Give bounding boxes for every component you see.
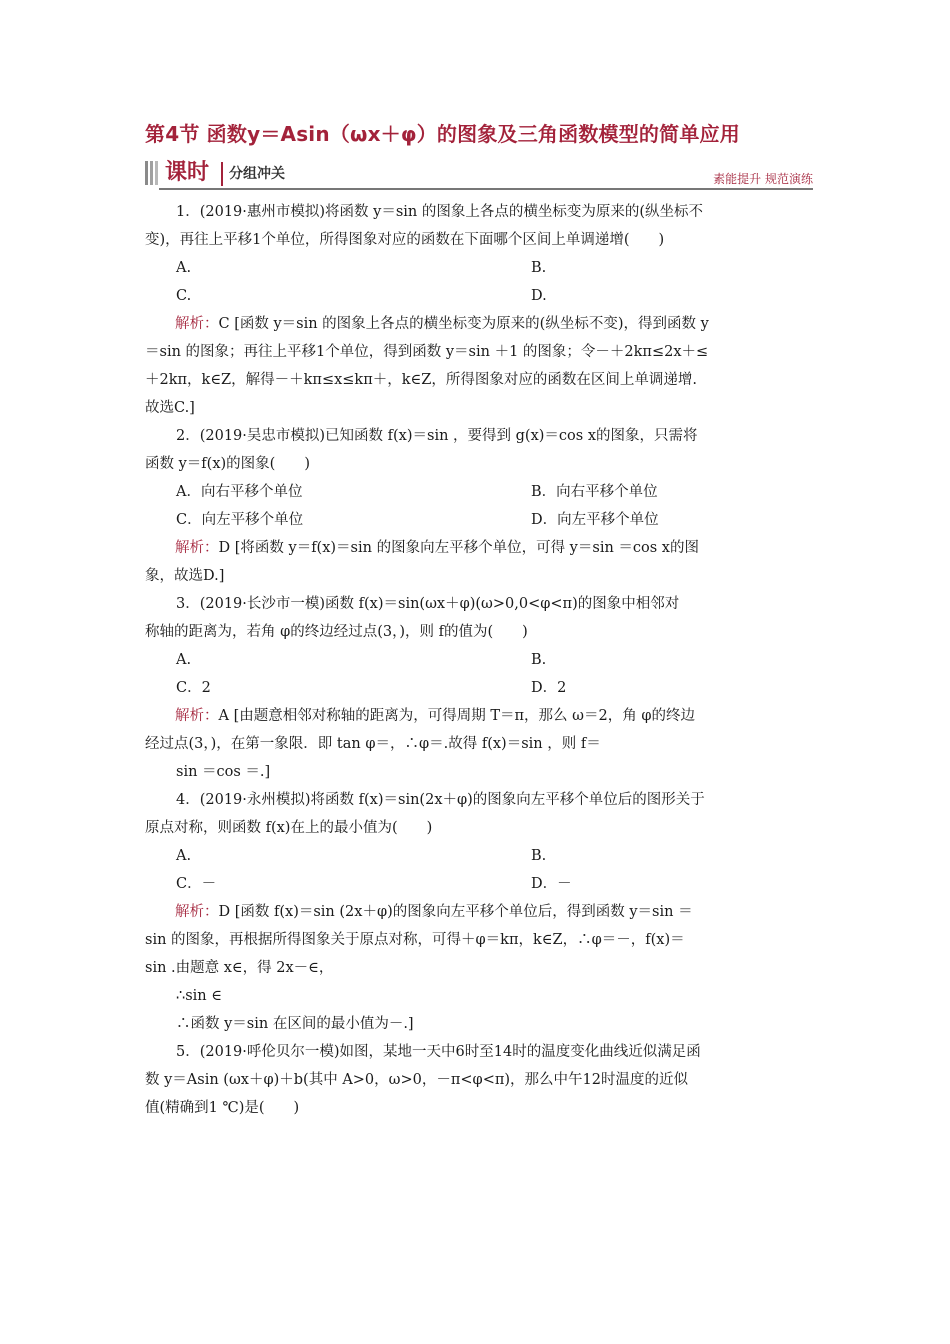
q2-option-c: C．向左平移个单位 <box>176 512 304 528</box>
q4-solution-line: sin 的图象，再根据所得图象关于原点对称，可得＋φ＝kπ，k∈Z，∴φ＝－，f(x)＝ <box>145 932 685 948</box>
q1-option-a: A. <box>176 260 192 276</box>
lesson-banner <box>145 158 813 190</box>
q2-option-a: A．向右平移个单位 <box>176 484 303 500</box>
q1-solution-line: 故选C.] <box>145 400 195 416</box>
q4-stem-line: 4．(2019·永州模拟)将函数 f(x)＝sin(2x＋φ)的图象向左平移个单位后的图形关于 <box>176 792 705 808</box>
q5-stem-line: 值(精确到1 ℃)是( ) <box>145 1100 300 1116</box>
q4-options-row <box>145 870 813 898</box>
q2-stem-line: 函数 y＝f(x)的图象( ) <box>145 456 310 472</box>
q4-option-c: C．－ <box>176 876 217 892</box>
q2-options-row <box>145 478 813 506</box>
banner-right-label: 素能提升 规范演练 <box>713 172 813 186</box>
q1-solution-line: ＋2kπ，k∈Z，解得－＋kπ≤x≤kπ＋，k∈Z，所得图象对应的函数在区间上单调递增. <box>145 372 697 388</box>
q2-options-row <box>145 506 813 534</box>
q4-solution-line: ∴sin ∈ <box>176 988 222 1004</box>
q3-stem-line: 称轴的距离为，若角 φ的终边经过点(3，)，则 f的值为( ) <box>145 624 528 640</box>
q3-stem-line: 3．(2019·长沙市一模)函数 f(x)＝sin(ωx＋φ)(ω>0,0<φ<π)的图象中相邻对 <box>176 596 680 612</box>
q3-options-row <box>145 646 813 674</box>
q3-option-c: C．2 <box>176 680 211 696</box>
q3-option-d: D．2 <box>531 680 567 696</box>
banner-main-label: 课时 <box>165 160 210 185</box>
q1-solution-line: 解析：C [函数 y＝sin 的图象上各点的横坐标变为原来的(纵坐标不变)，得到函数 y <box>175 316 709 332</box>
banner-sub-label: 分组冲关 <box>229 166 285 182</box>
q2-stem-line: 2．(2019·吴忠市模拟)已知函数 f(x)＝sin ，要得到 g(x)＝cos x的图象，只需将 <box>176 428 698 444</box>
q3-options-row <box>145 674 813 702</box>
q1-option-c: C. <box>176 288 192 304</box>
q3-option-b: B. <box>531 652 547 668</box>
q5-stem-line: 5．(2019·呼伦贝尔一模)如图，某地一天中6时至14时的温度变化曲线近似满足函 <box>176 1044 701 1060</box>
q3-solution-line: 经过点(3，)，在第一象限．即 tan φ＝，∴φ＝.故得 f(x)＝sin ，则 f＝ <box>145 736 601 752</box>
banner-rule <box>159 188 813 190</box>
q1-option-d: D. <box>531 288 547 304</box>
q4-stem-line: 原点对称，则函数 f(x)在上的最小值为( ) <box>145 820 433 836</box>
q1-option-b: B. <box>531 260 547 276</box>
q1-options-row <box>145 254 813 282</box>
q1-options-row <box>145 282 813 310</box>
solution-label: 解析： <box>175 708 219 724</box>
q4-option-d: D．－ <box>531 876 572 892</box>
q2-option-d: D．向左平移个单位 <box>531 512 659 528</box>
q2-solution-line: 解析：D [将函数 y＝f(x)＝sin 的图象向左平移个单位，可得 y＝sin ＝cos x的图 <box>175 540 699 556</box>
solution-label: 解析： <box>175 540 219 556</box>
q2-option-b: B．向右平移个单位 <box>531 484 658 500</box>
q3-solution-line: 解析：A [由题意相邻对称轴的距离为，可得周期 T＝π，那么 ω＝2，角 φ的终边 <box>175 708 695 724</box>
q4-solution-line: ∴函数 y＝sin 在区间的最小值为－.] <box>176 1016 414 1032</box>
banner-divider <box>221 162 223 186</box>
q3-solution-line: sin ＝cos ＝.] <box>176 764 271 780</box>
q4-options-row <box>145 842 813 870</box>
section-title: 第4节 函数y＝Asin（ωx＋φ）的图象及三角函数模型的简单应用 <box>145 122 740 146</box>
q4-option-b: B. <box>531 848 547 864</box>
exercise-body <box>145 198 813 1122</box>
q4-option-a: A. <box>176 848 192 864</box>
q3-option-a: A. <box>176 652 192 668</box>
q2-solution-line: 象，故选D.] <box>145 568 225 584</box>
q1-solution-line: ＝sin 的图象；再往上平移1个单位，得到函数 y＝sin ＋1 的图象；令－＋2kπ≤2x＋≤ <box>145 344 709 360</box>
solution-label: 解析： <box>175 316 219 332</box>
banner-stripes-icon <box>145 161 159 185</box>
q1-stem-line: 1．(2019·惠州市模拟)将函数 y＝sin 的图象上各点的横坐标变为原来的(纵坐标不 <box>176 204 704 220</box>
solution-label: 解析： <box>175 904 219 920</box>
q4-solution-line: sin .由题意 x∈，得 2x－∈， <box>145 960 334 976</box>
q4-solution-line: 解析：D [函数 f(x)＝sin (2x＋φ)的图象向左平移个单位后，得到函数 y＝sin ＝ <box>175 904 693 920</box>
q1-stem-line: 变)，再往上平移1个单位，所得图象对应的函数在下面哪个区间上单调递增( ) <box>145 232 665 248</box>
q5-stem-line: 数 y＝Asin (ωx＋φ)＋b(其中 A>0，ω>0，－π<φ<π)，那么中午12时温度的近似 <box>145 1072 688 1088</box>
